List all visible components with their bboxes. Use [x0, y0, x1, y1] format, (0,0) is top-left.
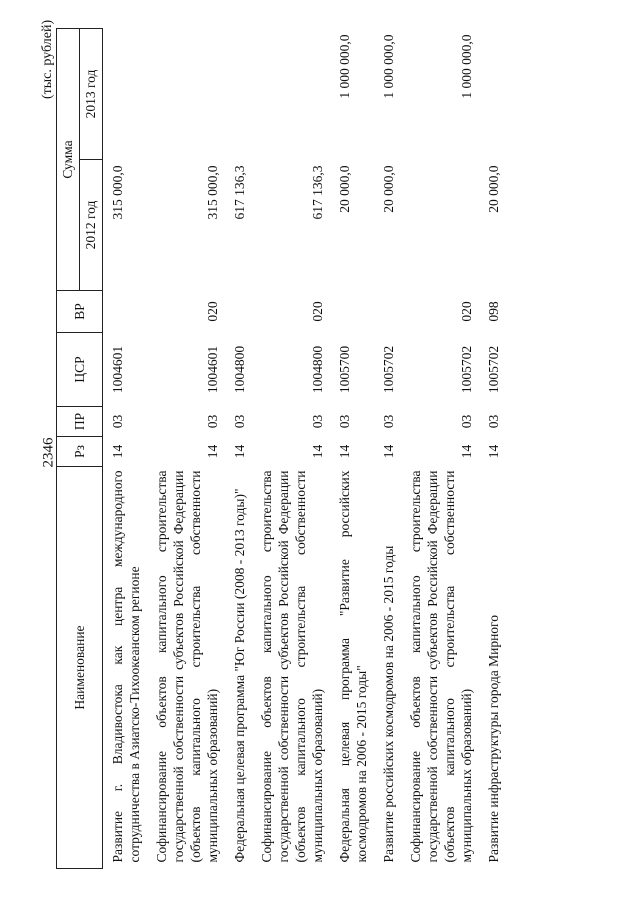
row-2013: 1 000 000,0	[459, 34, 474, 99]
row-2013: 1 000 000,0	[337, 34, 352, 99]
row-rz: 14	[459, 444, 474, 459]
row-name: Софинансирование объектов капитального строительства государственной собственности субъектов Российской Федерации (объектов капитального строительства собственности муниципальных образований)	[408, 470, 474, 863]
header-name: Наименование	[57, 467, 103, 869]
row-pr: 03	[486, 414, 501, 429]
table-body	[103, 28, 507, 868]
header-pr: ПР	[57, 407, 103, 437]
header-2012: 2012 год	[80, 160, 103, 291]
row-rz: 14	[232, 444, 247, 459]
row-pr: 03	[205, 414, 220, 429]
row-2012: 617 136,3	[310, 165, 325, 220]
table-row	[147, 28, 225, 868]
header-csr: ЦСР	[57, 333, 103, 407]
row-vr	[103, 291, 148, 333]
row-name: Софинансирование объектов капитального строительства государственной собственности субъектов Российской Федерации (объектов капитального строительства собственности муниципальных образований)	[259, 470, 325, 863]
header-2013: 2013 год	[80, 28, 103, 159]
row-2012: 20 000,0	[381, 165, 396, 213]
table-row	[252, 28, 330, 868]
row-vr: 098	[486, 301, 501, 322]
table-row	[401, 28, 479, 868]
row-csr: 1005702	[381, 345, 396, 394]
header-sum: Сумма	[57, 28, 80, 290]
row-vr: 020	[205, 301, 220, 322]
row-2012	[401, 160, 479, 291]
row-name: Развитие инфраструктуры города Мирного	[486, 615, 501, 863]
row-name: Развитие г. Владивостока как центра международного сотрудничества в Азиатско-Тихоокеанском регионе	[110, 470, 142, 863]
table-row	[374, 28, 401, 868]
header-row	[57, 28, 80, 868]
row-csr: 1004601	[110, 345, 125, 394]
table-row	[479, 28, 506, 868]
row-vr: 020	[459, 301, 474, 322]
row-2012: 20 000,0	[337, 165, 352, 213]
row-pr: 03	[381, 414, 396, 429]
row-rz: 14	[337, 444, 352, 459]
row-csr: 1005702	[459, 345, 474, 394]
row-rz: 14	[205, 444, 220, 459]
row-pr: 03	[232, 414, 247, 429]
row-2012: 20 000,0	[486, 165, 501, 213]
row-vr	[225, 291, 252, 333]
row-vr	[330, 291, 374, 333]
table-row	[225, 28, 252, 868]
row-rz: 14	[486, 444, 501, 459]
row-2012: 315 000,0	[205, 165, 220, 220]
row-2013: 1 000 000,0	[381, 34, 396, 99]
table-row	[330, 28, 374, 868]
row-rz: 14	[310, 444, 325, 459]
row-name: Развитие российских космодромов на 2006 - 2015 годы	[381, 545, 396, 863]
row-csr: 1004601	[205, 345, 220, 394]
row-name: Софинансирование объектов капитального строительства государственной собственности субъектов Российской Федерации (объектов капитального строительства собственности муниципальных образований)	[154, 470, 220, 863]
page-number: 2346	[40, 437, 57, 468]
row-csr: 1004800	[310, 345, 325, 394]
row-csr: 1005702	[486, 345, 501, 394]
row-rz: 14	[381, 444, 396, 459]
row-2013	[252, 28, 330, 159]
budget-table	[56, 28, 506, 869]
row-2013	[225, 28, 252, 159]
header-rz: Рз	[57, 437, 103, 467]
row-rz: 14	[110, 444, 125, 459]
row-2012: 315 000,0	[110, 165, 125, 220]
row-name: Федеральная целевая программа "Развитие российских космодромов на 2006 - 2015 годы"	[337, 470, 369, 863]
units-note: (тыс. рублей)	[40, 19, 55, 99]
header-vr: ВР	[57, 291, 103, 333]
row-csr: 1004800	[232, 345, 247, 394]
row-pr: 03	[310, 414, 325, 429]
row-csr: 1005700	[337, 345, 352, 394]
row-2013	[103, 28, 148, 159]
row-2013	[479, 28, 506, 159]
row-name: Федеральная целевая программа "Юг России (2008 - 2013 годы)"	[232, 488, 247, 863]
row-vr	[374, 291, 401, 333]
row-pr: 03	[110, 414, 125, 429]
row-2012: 617 136,3	[232, 165, 247, 220]
row-pr: 03	[337, 414, 352, 429]
row-vr: 020	[310, 301, 325, 322]
row-2013	[147, 28, 225, 159]
table-row	[103, 28, 148, 868]
row-pr: 03	[459, 414, 474, 429]
